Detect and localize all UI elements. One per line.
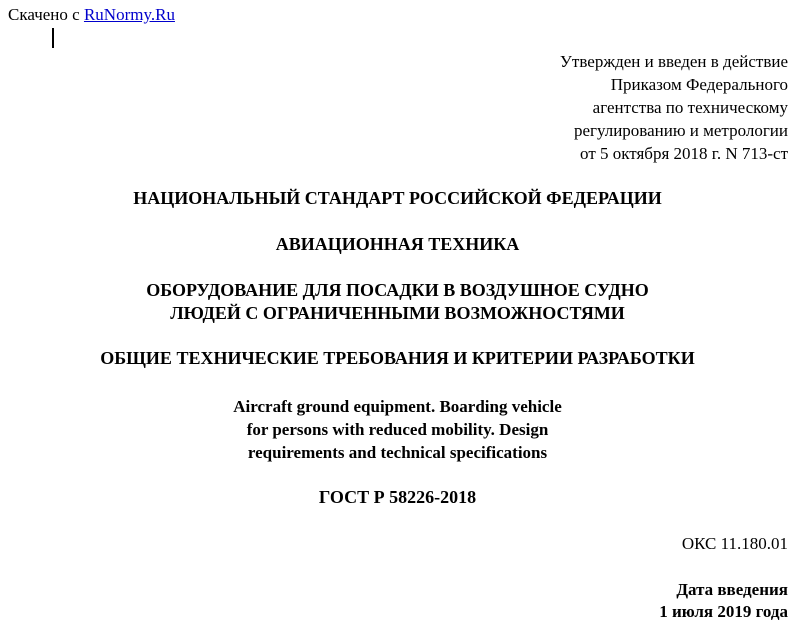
national-standard-heading: НАЦИОНАЛЬНЫЙ СТАНДАРТ РОССИЙСКОЙ ФЕДЕРАЦИИ [133,188,662,208]
approval-line: регулированию и метрологии [573,121,788,140]
english-title-line: requirements and technical specifications [247,443,548,462]
text-cursor [52,28,54,48]
oks-code: ОКС 11.180.01 [681,534,788,553]
english-title-line: Aircraft ground equipment. Boarding vehicle [233,397,562,416]
approval-line: Приказом Федерального [610,75,788,94]
equipment-title [0,279,795,325]
source-line [8,5,175,25]
runormy-link[interactable]: RuNormy.Ru [83,5,175,24]
approval-block [560,50,788,165]
approval-line: от 5 октября 2018 г. N 713-ст [580,144,788,163]
aviation-heading: АВИАЦИОННАЯ ТЕХНИКА [275,234,520,254]
equipment-title-line: ЛЮДЕЙ С ОГРАНИЧЕННЫМИ ВОЗМОЖНОСТЯМИ [170,303,625,323]
intro-date-value: 1 июля 2019 года [659,602,788,621]
english-title [0,395,795,464]
gost-number: ГОСТ Р 58226-2018 [318,487,477,507]
english-title-line: for persons with reduced mobility. Design [246,420,549,439]
approval-line: агентства по техническому [592,98,788,117]
general-requirements-heading: ОБЩИЕ ТЕХНИЧЕСКИЕ ТРЕБОВАНИЯ И КРИТЕРИИ РАЗРАБОТКИ [100,348,695,368]
equipment-title-line: ОБОРУДОВАНИЕ ДЛЯ ПОСАДКИ В ВОЗДУШНОЕ СУДНО [146,280,649,300]
source-prefix: Скачено с [8,5,84,24]
approval-line: Утвержден и введен в действие [559,52,788,71]
intro-date-label: Дата введения [676,580,788,599]
